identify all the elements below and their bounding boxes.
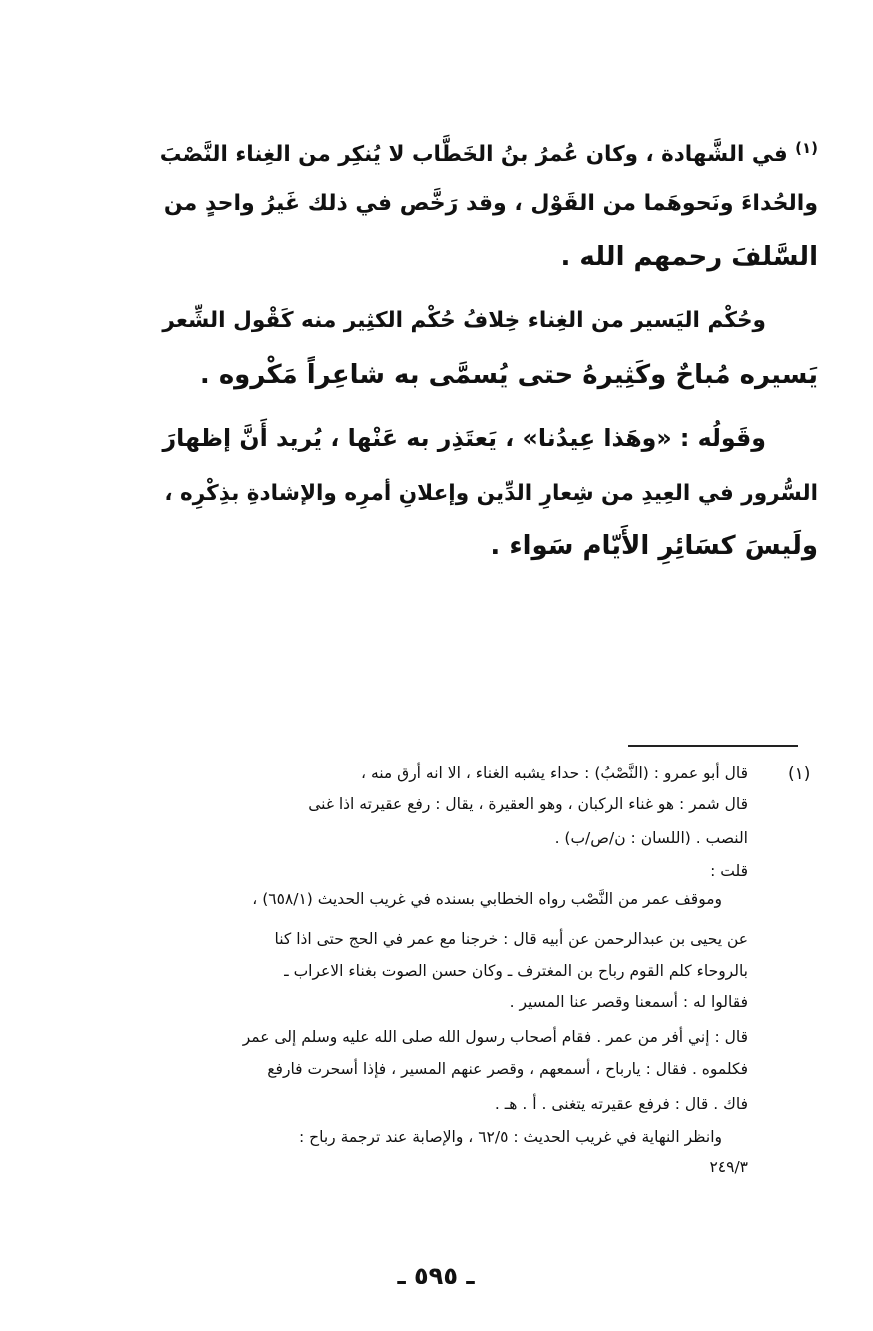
footnote-reference: (١) xyxy=(795,139,818,157)
main-line-2: والحُداءَ ونَحوهَما من القَوْل ، وقد رَخَّص في ذلك غَيرُ واحدٍ من xyxy=(163,191,818,216)
main-line-7: السُّرور في العِيدِ من شِعارِ الدِّين وإعلانِ أمرِه والإشادةِ بذِكْرِه ، xyxy=(164,481,818,506)
footnote-line-9: قال : إني أفر من عمر . فقام أصحاب رسول الله صلى الله عليه وسلم إلى عمر xyxy=(242,1028,748,1046)
footnote-line-7: بالروحاء كلم القوم رباح بن المغترف ـ وكان حسن الصوت بغناء الاعراب ـ xyxy=(284,962,748,980)
main-line-8: ولَيسَ كسَائِرِ الأَيّام سَواء . xyxy=(490,531,818,561)
footnote-line-5: وموقف عمر من النَّصْب رواه الخطابي بسنده في غريب الحديث (٦٥٨/١) ، xyxy=(252,890,722,908)
footnote-line-12: وانظر النهاية في غريب الحديث : ٦٢/٥ ، والإصابة عند ترجمة رباح : xyxy=(298,1128,722,1146)
main-line-3: السَّلفَ رحمهم الله . xyxy=(560,242,818,272)
footnote-line-10: فكلموه . فقال : يارباح ، أسمعهم ، وقصر عنهم المسير ، فإذا أسحرت فارفع xyxy=(267,1060,748,1078)
footnote-line-1: قال أبو عمرو : (النَّصْبُ) : حداء يشبه الغناء ، الا انه أرق منه ، xyxy=(361,764,748,782)
main-line-5: يَسيره مُباحٌ وكَثِيرهُ حتى يُسمَّى به شاعِراً مَكْروه . xyxy=(199,360,818,390)
footnote-line-6: عن يحيى بن عبدالرحمن عن أبيه قال : خرجنا مع عمر في الحج حتى اذا كنا xyxy=(274,930,748,948)
footnote-line-3: النصب . (اللسان : ن/ص/ب) . xyxy=(554,829,748,847)
footnote-marker: (١) xyxy=(788,764,811,784)
footnote-line-2: قال شمر : هو غناء الركبان ، وهو العقيرة ، يقال : رفع عقيرته اذا غنى xyxy=(308,795,748,813)
footnote-line-8: فقالوا له : أسمعنا وقصر عنا المسير . xyxy=(509,993,748,1011)
main-line-6: وقَولُه : «وهَذا عِيدُنا» ، يَعتَذِر به عَنْها ، يُريد أَنَّ إظهارَ xyxy=(162,424,766,452)
main-line-1-text: في الشَّهادة ، وكان عُمرُ بنُ الخَطَّاب لا يُنكِر من الغِناء النَّصْبَ xyxy=(159,142,788,168)
footnote-separator xyxy=(628,745,798,747)
main-line-1 xyxy=(150,120,818,177)
footnote-line-13: ٢٤٩/٣ xyxy=(709,1158,748,1176)
main-line-4: وحُكْم اليَسير من الغِناء خِلافُ حُكْم الكثِير منه كَقْول الشِّعر xyxy=(162,308,766,333)
page-number: ـ ٥٩٥ ـ xyxy=(397,1262,475,1290)
footnote-line-11: فاك . قال : فرفع عقيرته يتغنى . أ . هـ . xyxy=(494,1095,748,1113)
footnote-line-4: قلت : xyxy=(710,862,748,880)
